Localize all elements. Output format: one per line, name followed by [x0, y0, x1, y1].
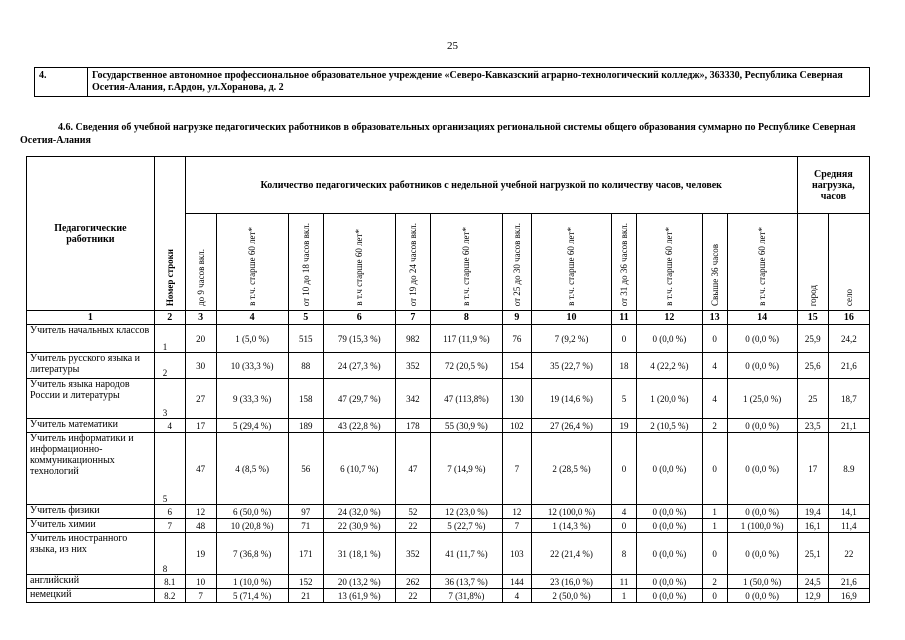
header-col-5: от 10 до 18 часов вкл. — [288, 214, 323, 311]
table-row — [27, 433, 870, 505]
header-row-1 — [27, 157, 870, 214]
cell-col-9: 4 — [502, 589, 531, 603]
cell-col-13: 1 — [702, 505, 727, 519]
cell-col-3: 27 — [185, 379, 216, 419]
column-numbers-row — [27, 311, 870, 325]
table-row — [27, 419, 870, 433]
cell-col-5: 21 — [288, 589, 323, 603]
cell-col-14: 0 (0,0 %) — [727, 589, 797, 603]
cell-col-10: 23 (16,0 %) — [531, 575, 611, 589]
cell-col-15: 25,1 — [797, 533, 828, 575]
cell-col-15: 17 — [797, 433, 828, 505]
cell-col-9: 102 — [502, 419, 531, 433]
cell-col-13: 4 — [702, 353, 727, 379]
cell-col-16: 18,7 — [828, 379, 869, 419]
header-avg-load: Средняя нагрузка, часов — [797, 157, 869, 214]
cell-col-16: 16,9 — [828, 589, 869, 603]
cell-col-8: 7 (31,8%) — [430, 589, 502, 603]
cell-col-8: 117 (11,9 %) — [430, 325, 502, 353]
cell-col-13: 0 — [702, 589, 727, 603]
column-number: 16 — [828, 311, 869, 325]
column-number: 12 — [636, 311, 702, 325]
cell-col-7: 352 — [395, 353, 430, 379]
cell-col-8: 36 (13,7 %) — [430, 575, 502, 589]
cell-col-4: 9 (33,3 %) — [216, 379, 288, 419]
row-name: Учитель химии — [27, 519, 155, 533]
cell-col-16: 22 — [828, 533, 869, 575]
cell-col-11: 19 — [612, 419, 637, 433]
cell-col-12: 0 (0,0 %) — [636, 519, 702, 533]
cell-col-8: 7 (14,9 %) — [430, 433, 502, 505]
header-col-6: в т.ч старше 60 лет* — [323, 214, 395, 311]
cell-col-11: 0 — [612, 519, 637, 533]
table-row — [27, 533, 870, 575]
cell-col-3: 17 — [185, 419, 216, 433]
cell-col-16: 24,2 — [828, 325, 869, 353]
cell-col-4: 5 (29,4 %) — [216, 419, 288, 433]
cell-col-3: 7 — [185, 589, 216, 603]
row-name: английский — [27, 575, 155, 589]
cell-col-9: 12 — [502, 505, 531, 519]
institution-number: 4. — [35, 68, 88, 97]
cell-col-13: 0 — [702, 433, 727, 505]
cell-col-5: 56 — [288, 433, 323, 505]
cell-col-11: 0 — [612, 433, 637, 505]
column-number: 9 — [502, 311, 531, 325]
header-col-12: в т.ч. старше 60 лет* — [636, 214, 702, 311]
cell-col-5: 515 — [288, 325, 323, 353]
cell-col-13: 2 — [702, 419, 727, 433]
cell-col-10: 2 (50,0 %) — [531, 589, 611, 603]
cell-col-8: 47 (113,8%) — [430, 379, 502, 419]
cell-col-9: 103 — [502, 533, 531, 575]
header-col-11: от 31 до 36 часов вкл. — [612, 214, 637, 311]
cell-col-5: 71 — [288, 519, 323, 533]
cell-col-4: 1 (5,0 %) — [216, 325, 288, 353]
cell-col-12: 0 (0,0 %) — [636, 433, 702, 505]
cell-col-14: 1 (100,0 %) — [727, 519, 797, 533]
row-name: Учитель информатики и информационно-коммуникационных технологий — [27, 433, 155, 505]
row-name: Учитель языка народов России и литературы — [27, 379, 155, 419]
cell-col-3: 12 — [185, 505, 216, 519]
cell-col-16: 11,4 — [828, 519, 869, 533]
cell-col-4: 6 (50,0 %) — [216, 505, 288, 519]
column-number: 7 — [395, 311, 430, 325]
cell-col-3: 30 — [185, 353, 216, 379]
cell-col-10: 1 (14,3 %) — [531, 519, 611, 533]
row-name: Учитель иностранного языка, из них — [27, 533, 155, 575]
header-col-15: город — [797, 214, 828, 311]
cell-col-3: 48 — [185, 519, 216, 533]
cell-col-6: 22 (30,9 %) — [323, 519, 395, 533]
cell-col-6: 20 (13,2 %) — [323, 575, 395, 589]
cell-col-13: 0 — [702, 325, 727, 353]
cell-col-4: 1 (10,0 %) — [216, 575, 288, 589]
row-code: 4 — [154, 419, 185, 433]
cell-col-11: 4 — [612, 505, 637, 519]
row-name: немецкий — [27, 589, 155, 603]
cell-col-6: 13 (61,9 %) — [323, 589, 395, 603]
cell-col-11: 1 — [612, 589, 637, 603]
cell-col-7: 22 — [395, 589, 430, 603]
column-number: 15 — [797, 311, 828, 325]
cell-col-15: 19,4 — [797, 505, 828, 519]
institution-text: Государственное автономное профессиональное образовательное учреждение «Северо-Кавказский аграрно-технологический колледж», 363330, Республика Северная Осетия-Алания, г.Ардон, ул.Хоранова, д. 2 — [88, 68, 870, 97]
cell-col-15: 12,9 — [797, 589, 828, 603]
column-number: 3 — [185, 311, 216, 325]
institution-row — [35, 68, 870, 97]
cell-col-11: 18 — [612, 353, 637, 379]
row-code: 8.1 — [154, 575, 185, 589]
row-code: 6 — [154, 505, 185, 519]
institution-table — [34, 67, 870, 97]
row-code: 5 — [154, 433, 185, 505]
cell-col-10: 27 (26,4 %) — [531, 419, 611, 433]
cell-col-5: 158 — [288, 379, 323, 419]
cell-col-12: 0 (0,0 %) — [636, 533, 702, 575]
cell-col-4: 5 (71,4 %) — [216, 589, 288, 603]
cell-col-7: 52 — [395, 505, 430, 519]
cell-col-13: 4 — [702, 379, 727, 419]
cell-col-14: 0 (0,0 %) — [727, 325, 797, 353]
cell-col-10: 19 (14,6 %) — [531, 379, 611, 419]
cell-col-15: 23,5 — [797, 419, 828, 433]
column-number: 1 — [27, 311, 155, 325]
table-row — [27, 325, 870, 353]
row-code: 3 — [154, 379, 185, 419]
cell-col-14: 0 (0,0 %) — [727, 505, 797, 519]
table-row — [27, 589, 870, 603]
section-title-text: Сведения об учебной нагрузке педагогических работников в образовательных организациях региональной системы общего образования суммарно по Республике Северная Осетия-Алания — [20, 122, 856, 146]
cell-col-13: 0 — [702, 533, 727, 575]
column-number: 14 — [727, 311, 797, 325]
cell-col-9: 7 — [502, 433, 531, 505]
column-number: 2 — [154, 311, 185, 325]
column-number: 6 — [323, 311, 395, 325]
column-number: 10 — [531, 311, 611, 325]
cell-col-7: 982 — [395, 325, 430, 353]
header-col-9: от 25 до 30 часов вкл. — [502, 214, 531, 311]
cell-col-4: 10 (33,3 %) — [216, 353, 288, 379]
cell-col-12: 0 (0,0 %) — [636, 505, 702, 519]
cell-col-4: 7 (36,8 %) — [216, 533, 288, 575]
cell-col-4: 10 (20,8 %) — [216, 519, 288, 533]
cell-col-5: 171 — [288, 533, 323, 575]
row-code: 8 — [154, 533, 185, 575]
cell-col-16: 21,1 — [828, 419, 869, 433]
cell-col-6: 31 (18,1 %) — [323, 533, 395, 575]
header-col-16: село — [828, 214, 869, 311]
column-number: 4 — [216, 311, 288, 325]
cell-col-5: 88 — [288, 353, 323, 379]
cell-col-7: 178 — [395, 419, 430, 433]
load-table — [26, 156, 870, 603]
cell-col-10: 2 (28,5 %) — [531, 433, 611, 505]
header-row-number: Номер строки — [154, 157, 185, 311]
cell-col-9: 144 — [502, 575, 531, 589]
row-name: Учитель русского языка и литературы — [27, 353, 155, 379]
table-row — [27, 505, 870, 519]
cell-col-15: 16,1 — [797, 519, 828, 533]
cell-col-16: 21,6 — [828, 575, 869, 589]
cell-col-12: 1 (20,0 %) — [636, 379, 702, 419]
cell-col-14: 0 (0,0 %) — [727, 419, 797, 433]
cell-col-9: 76 — [502, 325, 531, 353]
column-number: 5 — [288, 311, 323, 325]
cell-col-12: 0 (0,0 %) — [636, 589, 702, 603]
cell-col-3: 19 — [185, 533, 216, 575]
cell-col-8: 12 (23,0 %) — [430, 505, 502, 519]
cell-col-6: 24 (27,3 %) — [323, 353, 395, 379]
header-col-4: в т.ч. старше 60 лет* — [216, 214, 288, 311]
cell-col-15: 24,5 — [797, 575, 828, 589]
cell-col-10: 7 (9,2 %) — [531, 325, 611, 353]
cell-col-9: 154 — [502, 353, 531, 379]
cell-col-14: 1 (50,0 %) — [727, 575, 797, 589]
cell-col-5: 152 — [288, 575, 323, 589]
header-col-8: в т.ч. старше 60 лет* — [430, 214, 502, 311]
table-row — [27, 353, 870, 379]
row-name: Учитель математики — [27, 419, 155, 433]
cell-col-16: 21,6 — [828, 353, 869, 379]
column-number: 8 — [430, 311, 502, 325]
cell-col-14: 0 (0,0 %) — [727, 433, 797, 505]
table-row — [27, 379, 870, 419]
column-number: 13 — [702, 311, 727, 325]
cell-col-8: 41 (11,7 %) — [430, 533, 502, 575]
cell-col-7: 342 — [395, 379, 430, 419]
cell-col-12: 4 (22,2 %) — [636, 353, 702, 379]
cell-col-6: 24 (32,0 %) — [323, 505, 395, 519]
row-code: 2 — [154, 353, 185, 379]
cell-col-8: 5 (22,7 %) — [430, 519, 502, 533]
cell-col-7: 352 — [395, 533, 430, 575]
cell-col-6: 47 (29,7 %) — [323, 379, 395, 419]
header-col-7: от 19 до 24 часов вкл. — [395, 214, 430, 311]
row-name: Учитель физики — [27, 505, 155, 519]
cell-col-7: 47 — [395, 433, 430, 505]
cell-col-6: 79 (15,3 %) — [323, 325, 395, 353]
row-name: Учитель начальных классов — [27, 325, 155, 353]
page-number: 25 — [447, 40, 458, 52]
cell-col-14: 0 (0,0 %) — [727, 353, 797, 379]
cell-col-7: 22 — [395, 519, 430, 533]
cell-col-6: 6 (10,7 %) — [323, 433, 395, 505]
header-ped-workers: Педагогические работники — [27, 157, 155, 311]
cell-col-9: 130 — [502, 379, 531, 419]
cell-col-8: 72 (20,5 %) — [430, 353, 502, 379]
cell-col-3: 47 — [185, 433, 216, 505]
cell-col-6: 43 (22,8 %) — [323, 419, 395, 433]
table-row — [27, 575, 870, 589]
cell-col-10: 22 (21,4 %) — [531, 533, 611, 575]
row-code: 7 — [154, 519, 185, 533]
cell-col-3: 20 — [185, 325, 216, 353]
column-number: 11 — [612, 311, 637, 325]
cell-col-3: 10 — [185, 575, 216, 589]
cell-col-11: 5 — [612, 379, 637, 419]
cell-col-7: 262 — [395, 575, 430, 589]
cell-col-13: 2 — [702, 575, 727, 589]
cell-col-11: 0 — [612, 325, 637, 353]
header-col-10: в т.ч. старше 60 лет* — [531, 214, 611, 311]
header-col-3: до 9 часов вкл. — [185, 214, 216, 311]
cell-col-16: 8.9 — [828, 433, 869, 505]
cell-col-5: 189 — [288, 419, 323, 433]
header-col-13: Свыше 36 часов — [702, 214, 727, 311]
cell-col-13: 1 — [702, 519, 727, 533]
cell-col-14: 1 (25,0 %) — [727, 379, 797, 419]
cell-col-11: 11 — [612, 575, 637, 589]
row-code: 8.2 — [154, 589, 185, 603]
section-number: 4.6. — [58, 122, 73, 133]
row-code: 1 — [154, 325, 185, 353]
cell-col-14: 0 (0,0 %) — [727, 533, 797, 575]
header-load-group: Количество педагогических работников с недельной учебной нагрузкой по количеству часов, человек — [185, 157, 797, 214]
cell-col-15: 25,9 — [797, 325, 828, 353]
cell-col-10: 35 (22,7 %) — [531, 353, 611, 379]
section-title — [20, 121, 880, 147]
cell-col-5: 97 — [288, 505, 323, 519]
cell-col-10: 12 (100,0 %) — [531, 505, 611, 519]
cell-col-12: 2 (10,5 %) — [636, 419, 702, 433]
cell-col-8: 55 (30,9 %) — [430, 419, 502, 433]
cell-col-12: 0 (0,0 %) — [636, 575, 702, 589]
cell-col-15: 25,6 — [797, 353, 828, 379]
table-row — [27, 519, 870, 533]
header-col-14: в т.ч. старше 60 лет* — [727, 214, 797, 311]
cell-col-16: 14,1 — [828, 505, 869, 519]
cell-col-12: 0 (0,0 %) — [636, 325, 702, 353]
cell-col-4: 4 (8,5 %) — [216, 433, 288, 505]
cell-col-9: 7 — [502, 519, 531, 533]
cell-col-15: 25 — [797, 379, 828, 419]
cell-col-11: 8 — [612, 533, 637, 575]
